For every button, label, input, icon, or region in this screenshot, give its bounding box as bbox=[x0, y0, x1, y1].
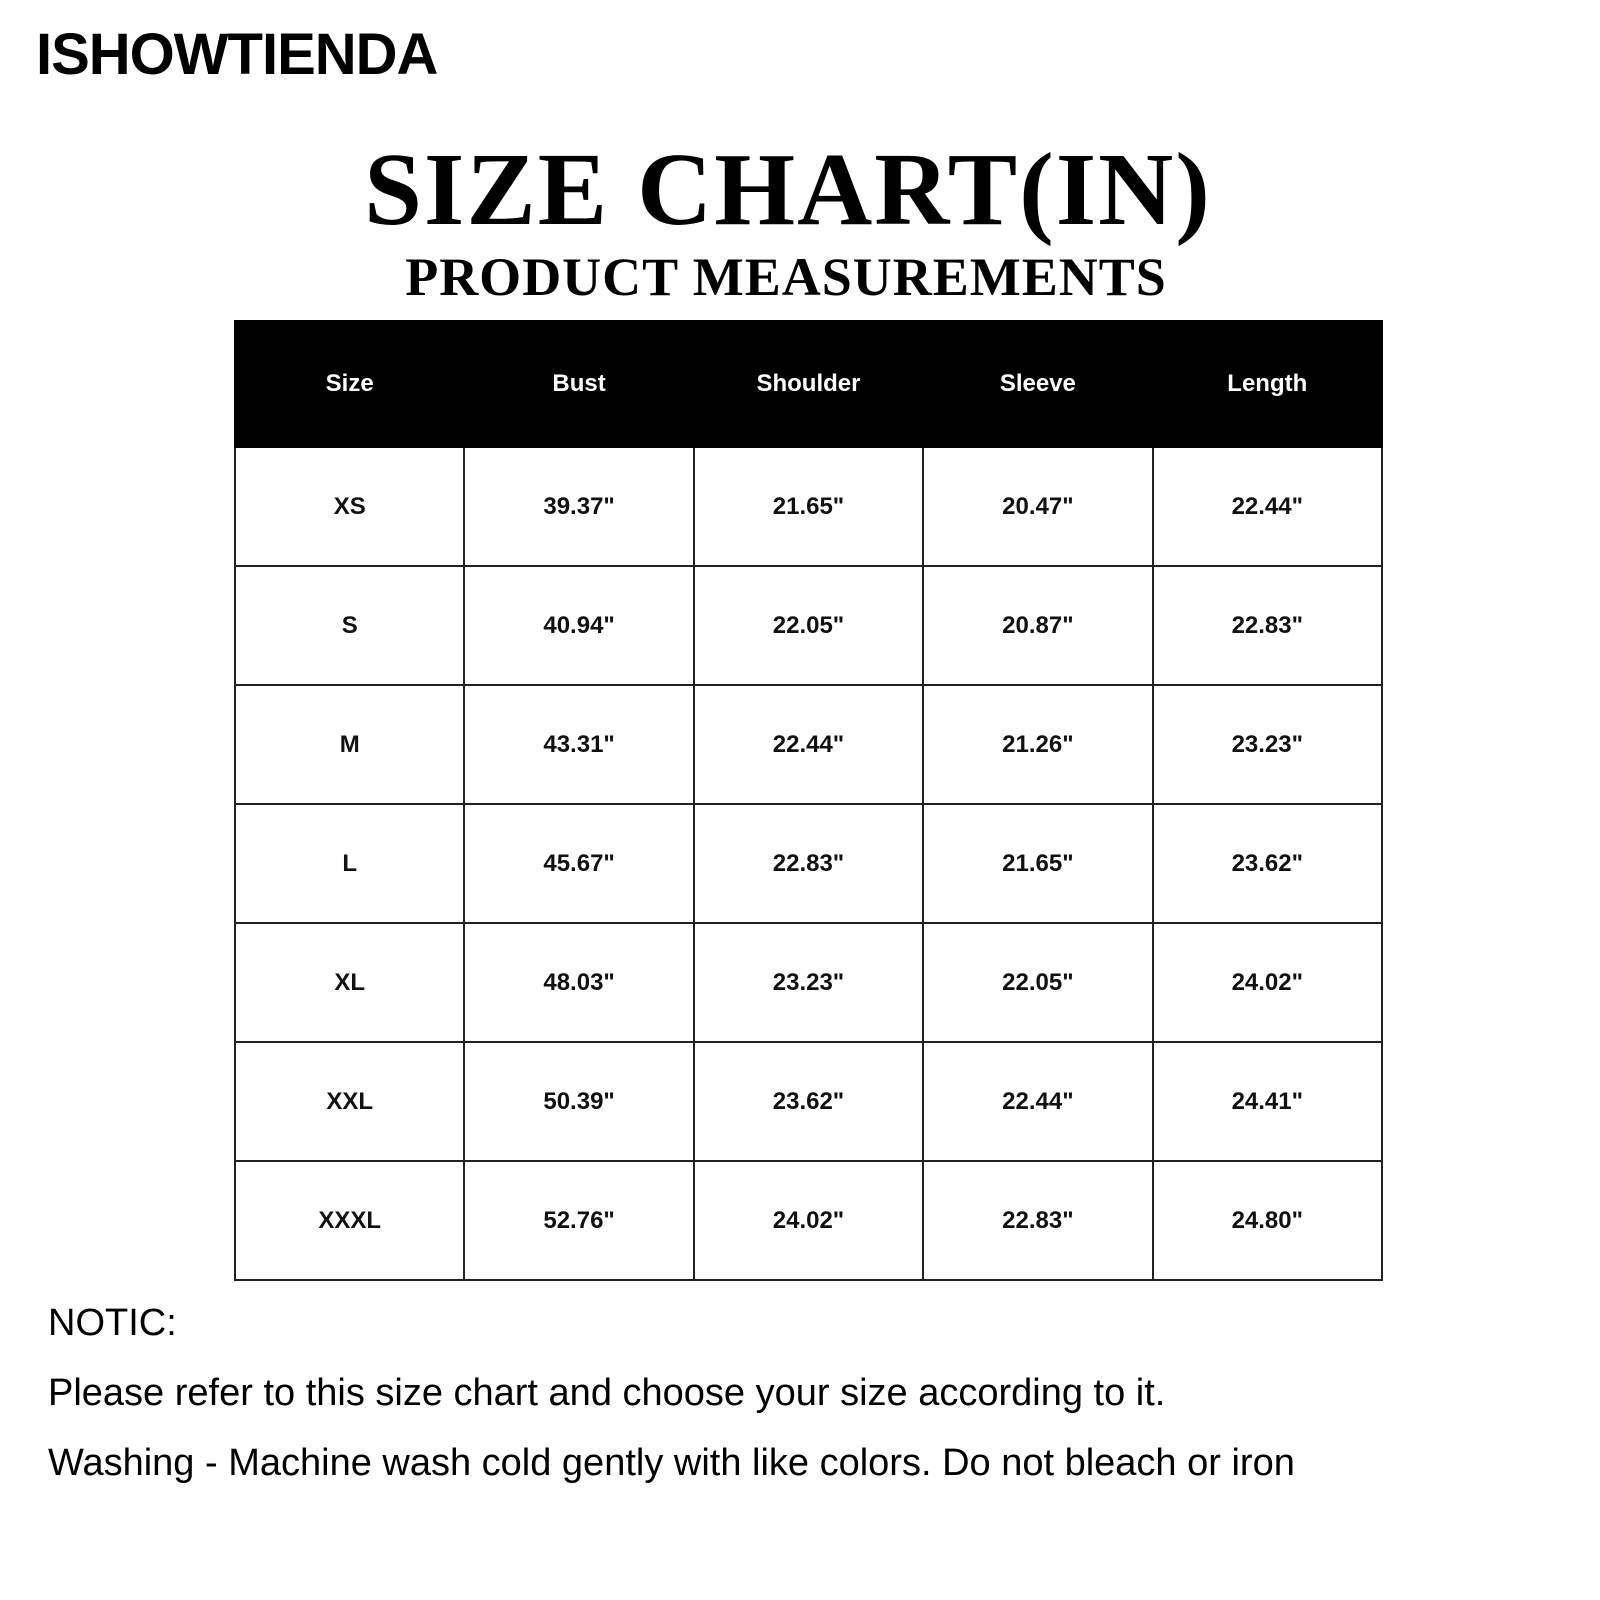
table-row bbox=[235, 566, 1382, 685]
cell-bust: 52.76" bbox=[464, 1161, 693, 1280]
cell-sleeve: 22.44" bbox=[923, 1042, 1152, 1161]
cell-sleeve: 20.47" bbox=[923, 447, 1152, 566]
cell-bust: 43.31" bbox=[464, 685, 693, 804]
cell-shoulder: 24.02" bbox=[694, 1161, 923, 1280]
cell-shoulder: 22.44" bbox=[694, 685, 923, 804]
cell-bust: 50.39" bbox=[464, 1042, 693, 1161]
cell-shoulder: 23.23" bbox=[694, 923, 923, 1042]
table-row bbox=[235, 1042, 1382, 1161]
header-sleeve: Sleeve bbox=[923, 321, 1152, 447]
cell-sleeve: 20.87" bbox=[923, 566, 1152, 685]
cell-length: 24.02" bbox=[1153, 923, 1382, 1042]
table-header-row bbox=[235, 321, 1382, 447]
cell-size: XXXL bbox=[235, 1161, 464, 1280]
cell-length: 22.83" bbox=[1153, 566, 1382, 685]
notes-washing-instruction: Washing - Machine wash cold gently with like colors. Do not bleach or iron bbox=[48, 1442, 1295, 1484]
cell-size: XL bbox=[235, 923, 464, 1042]
brand-logo: ISHOWTIENDA bbox=[36, 22, 438, 87]
page-title bbox=[0, 130, 1600, 250]
page-subtitle-text: PRODUCT MEASUREMENTS bbox=[405, 247, 1167, 307]
cell-length: 23.62" bbox=[1153, 804, 1382, 923]
cell-shoulder: 23.62" bbox=[694, 1042, 923, 1161]
cell-length: 24.41" bbox=[1153, 1042, 1382, 1161]
page-subtitle bbox=[0, 244, 1600, 310]
table-row bbox=[235, 447, 1382, 566]
cell-size: M bbox=[235, 685, 464, 804]
size-chart-table bbox=[234, 320, 1383, 1281]
notes-heading: NOTIC: bbox=[48, 1302, 177, 1344]
cell-length: 22.44" bbox=[1153, 447, 1382, 566]
cell-bust: 45.67" bbox=[464, 804, 693, 923]
cell-shoulder: 22.05" bbox=[694, 566, 923, 685]
cell-length: 24.80" bbox=[1153, 1161, 1382, 1280]
header-shoulder: Shoulder bbox=[694, 321, 923, 447]
cell-bust: 48.03" bbox=[464, 923, 693, 1042]
cell-size: XS bbox=[235, 447, 464, 566]
header-bust: Bust bbox=[464, 321, 693, 447]
cell-shoulder: 21.65" bbox=[694, 447, 923, 566]
cell-sleeve: 22.83" bbox=[923, 1161, 1152, 1280]
header-length: Length bbox=[1153, 321, 1382, 447]
page-title-text: SIZE CHART(IN) bbox=[364, 132, 1212, 247]
cell-sleeve: 22.05" bbox=[923, 923, 1152, 1042]
cell-sleeve: 21.26" bbox=[923, 685, 1152, 804]
cell-length: 23.23" bbox=[1153, 685, 1382, 804]
table-row bbox=[235, 923, 1382, 1042]
cell-size: XXL bbox=[235, 1042, 464, 1161]
cell-sleeve: 21.65" bbox=[923, 804, 1152, 923]
table-row bbox=[235, 1161, 1382, 1280]
cell-size: L bbox=[235, 804, 464, 923]
cell-size: S bbox=[235, 566, 464, 685]
notes-section bbox=[48, 1288, 1295, 1498]
notes-size-instruction: Please refer to this size chart and choose your size according to it. bbox=[48, 1372, 1166, 1414]
header-size: Size bbox=[235, 321, 464, 447]
table-row bbox=[235, 685, 1382, 804]
cell-bust: 40.94" bbox=[464, 566, 693, 685]
table-row bbox=[235, 804, 1382, 923]
cell-bust: 39.37" bbox=[464, 447, 693, 566]
cell-shoulder: 22.83" bbox=[694, 804, 923, 923]
